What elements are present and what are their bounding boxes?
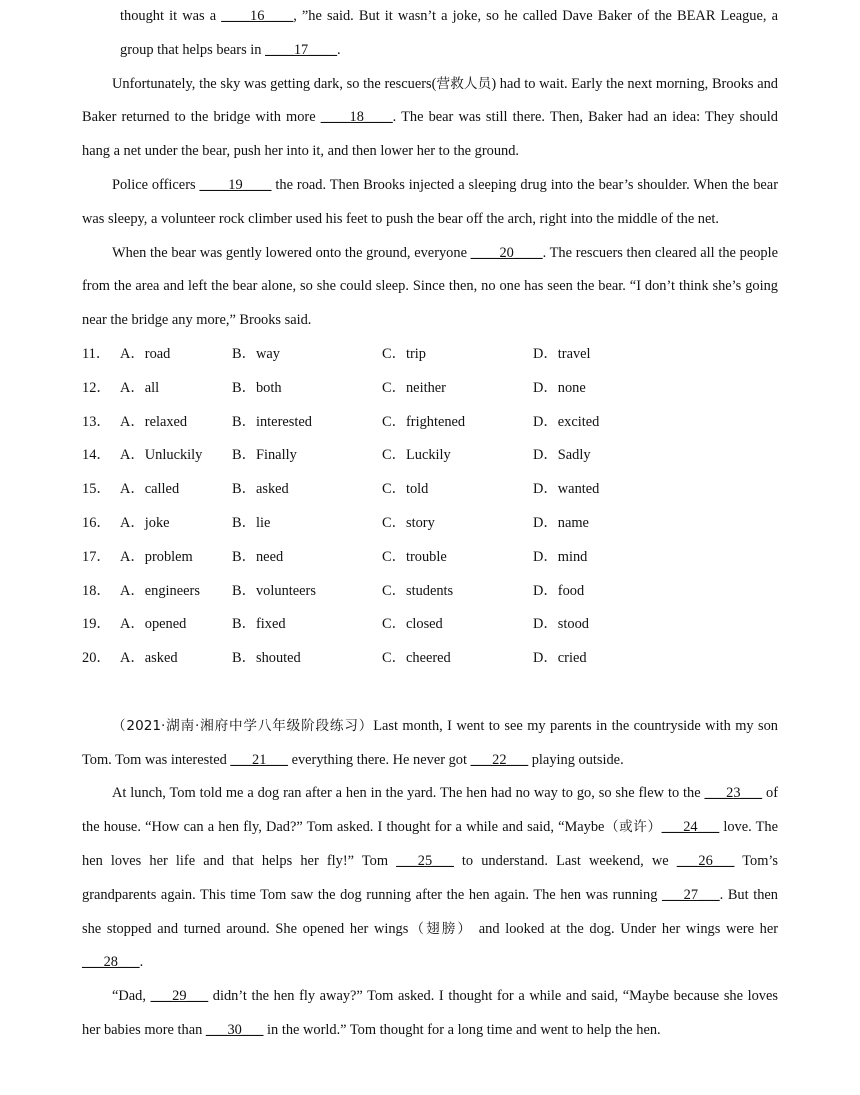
option-c: C．neither: [382, 379, 446, 396]
option-row: [82, 608, 778, 642]
text: didn’t the hen fly away?” Tom asked. I thought for a while and said, “Maybe because she loves her babies more than: [82, 988, 778, 1038]
option-row: [82, 338, 778, 372]
text: ) had to wait. Early the next morning, Brooks and Baker returned to the bridge with more: [82, 75, 778, 126]
text: . The bear was still there. Then, Baker had an idea: They should hang a net under the bear, push her into it, and then lower her to the ground.: [82, 109, 778, 160]
option-row: [82, 541, 778, 575]
text: of the house. “How can a hen fly, Dad?” Tom asked. I thought for a while and said, “Maybe: [82, 785, 778, 836]
blank-16: ____16____: [221, 8, 294, 24]
text: thought it was a: [120, 8, 222, 24]
chinese-gloss: （或许）: [604, 819, 662, 836]
text: Unfortunately, the sky was getting dark, so the rescuers(: [112, 75, 437, 92]
text: everything there. He never got: [287, 751, 471, 768]
option-c: C．trip: [382, 345, 426, 362]
blank-27: ___27___: [662, 886, 720, 903]
option-b: B．interested: [232, 413, 312, 430]
option-d: D．Sadly: [533, 447, 591, 464]
option-a: A．road: [120, 345, 171, 362]
option-row: [82, 473, 778, 507]
option-b: B．fixed: [232, 616, 286, 633]
option-a: A．all: [120, 379, 160, 396]
text: . But then she stopped and turned around. She opened her wings: [82, 886, 778, 937]
chinese-gloss: 营救人员: [436, 75, 492, 92]
question-number: 13．: [82, 413, 111, 430]
question-number: 12．: [82, 379, 111, 396]
option-d: D．excited: [533, 413, 600, 430]
text: . The rescuers then cleared all the people from the area and left the bear alone, so she could sleep. Since then, no one has seen the bear. “I don’t think she’s going near the bridge any more,” Brooks said.: [82, 244, 778, 329]
option-row: [82, 406, 778, 440]
chinese-gloss: （翅膀）: [408, 920, 474, 937]
question-number: 11．: [82, 345, 111, 362]
option-row: [82, 575, 778, 609]
question-number: 19．: [82, 616, 111, 633]
paragraph: [82, 68, 778, 169]
option-c: C．students: [382, 582, 454, 599]
option-d: D．name: [533, 514, 589, 531]
blank-20: ____20____: [470, 244, 543, 261]
option-a: A．engineers: [120, 582, 200, 599]
blank-26: ___26___: [676, 852, 735, 869]
blank-24: ___24___: [661, 819, 720, 836]
blank-22: ___22___: [470, 751, 529, 768]
option-d: D．none: [533, 379, 586, 396]
paragraph: [82, 710, 778, 778]
text: .: [337, 41, 341, 58]
blank-23: ___23___: [704, 785, 763, 802]
option-b: B．asked: [232, 481, 289, 498]
text: the road. Then Brooks injected a sleeping drug into the bear’s shoulder. When the bear was sleepy, a volunteer rock climber used his feet to push the bear off the arch, right into the middle of the net.: [82, 176, 778, 227]
text: When the bear was gently lowered onto the ground, everyone: [112, 244, 471, 261]
section-spacer: [82, 676, 778, 710]
option-d: D．cried: [533, 650, 587, 667]
options-list: [82, 338, 778, 676]
blank-17: ____17____: [265, 41, 338, 58]
option-a: A．relaxed: [120, 413, 188, 430]
option-row: [82, 642, 778, 676]
text: and looked at the dog. Under her wings were her: [473, 920, 779, 937]
option-a: A．asked: [120, 650, 178, 667]
text: , ”he said. But it wasn’t a joke, so he called Dave Baker of the BEAR League, a group that helps bears in: [120, 8, 778, 58]
option-c: C．trouble: [382, 548, 447, 565]
option-b: B．lie: [232, 514, 271, 531]
text: Tom’s grandparents again. This time Tom saw the dog running after the hen again. The hen was running: [82, 852, 779, 903]
option-a: A．called: [120, 481, 180, 498]
blank-18: ____18____: [320, 109, 393, 126]
option-row: [82, 372, 778, 406]
document-page: [82, 0, 778, 1048]
option-d: D．mind: [533, 548, 588, 565]
paragraph: [82, 0, 778, 68]
option-c: C．story: [382, 514, 435, 531]
question-number: 15．: [82, 481, 111, 498]
question-number: 17．: [82, 548, 111, 565]
option-b: B．volunteers: [232, 582, 316, 599]
option-b: B．way: [232, 345, 280, 362]
paragraph: [82, 980, 778, 1048]
option-row: [82, 439, 778, 473]
text: Last month, I went to see my parents in the countryside with my son Tom. Tom was interested: [82, 717, 778, 768]
question-number: 16．: [82, 514, 111, 531]
question-number: 18．: [82, 582, 111, 599]
paragraph: [82, 169, 778, 237]
text: At lunch, Tom told me a dog ran after a hen in the yard. The hen had no way to go, so she flew to the: [112, 785, 705, 802]
source-note: （2021·湖南·湘府中学八年级阶段练习）: [112, 717, 374, 734]
option-b: B．shouted: [232, 650, 301, 667]
option-c: C．cheered: [382, 650, 451, 667]
option-row: [82, 507, 778, 541]
blank-30: ___30___: [205, 1021, 264, 1038]
option-c: C．Luckily: [382, 447, 451, 464]
option-d: D．stood: [533, 616, 589, 633]
blank-25: ___25___: [396, 852, 454, 869]
text: “Dad,: [112, 988, 151, 1005]
question-number: 14．: [82, 447, 111, 464]
option-d: D．wanted: [533, 481, 600, 498]
blank-29: ___29___: [150, 988, 209, 1005]
option-c: C．closed: [382, 616, 443, 633]
text: Police officers: [112, 176, 200, 193]
option-a: A．problem: [120, 548, 193, 565]
option-b: B．need: [232, 548, 284, 565]
text: .: [139, 954, 144, 971]
option-b: B．Finally: [232, 447, 297, 464]
text: playing outside.: [528, 751, 624, 768]
option-d: D．food: [533, 582, 585, 599]
blank-21: ___21___: [230, 751, 288, 768]
blank-19: ____19____: [199, 176, 272, 193]
paragraph: [82, 777, 778, 980]
blank-28: ___28___: [82, 954, 140, 971]
option-d: D．travel: [533, 345, 591, 362]
option-a: A．joke: [120, 514, 170, 531]
option-a: A．Unluckily: [120, 447, 203, 464]
option-c: C．told: [382, 481, 429, 498]
option-c: C．frightened: [382, 413, 466, 430]
option-b: B．both: [232, 379, 282, 396]
text: love. The hen loves her life and that helps her fly!” Tom: [82, 819, 778, 869]
question-number: 20．: [82, 650, 111, 667]
paragraph: [82, 237, 778, 338]
option-a: A．opened: [120, 616, 187, 633]
text: in the world.” Tom thought for a long time and went to help the hen.: [263, 1021, 661, 1038]
text: to understand. Last weekend, we: [453, 852, 677, 869]
